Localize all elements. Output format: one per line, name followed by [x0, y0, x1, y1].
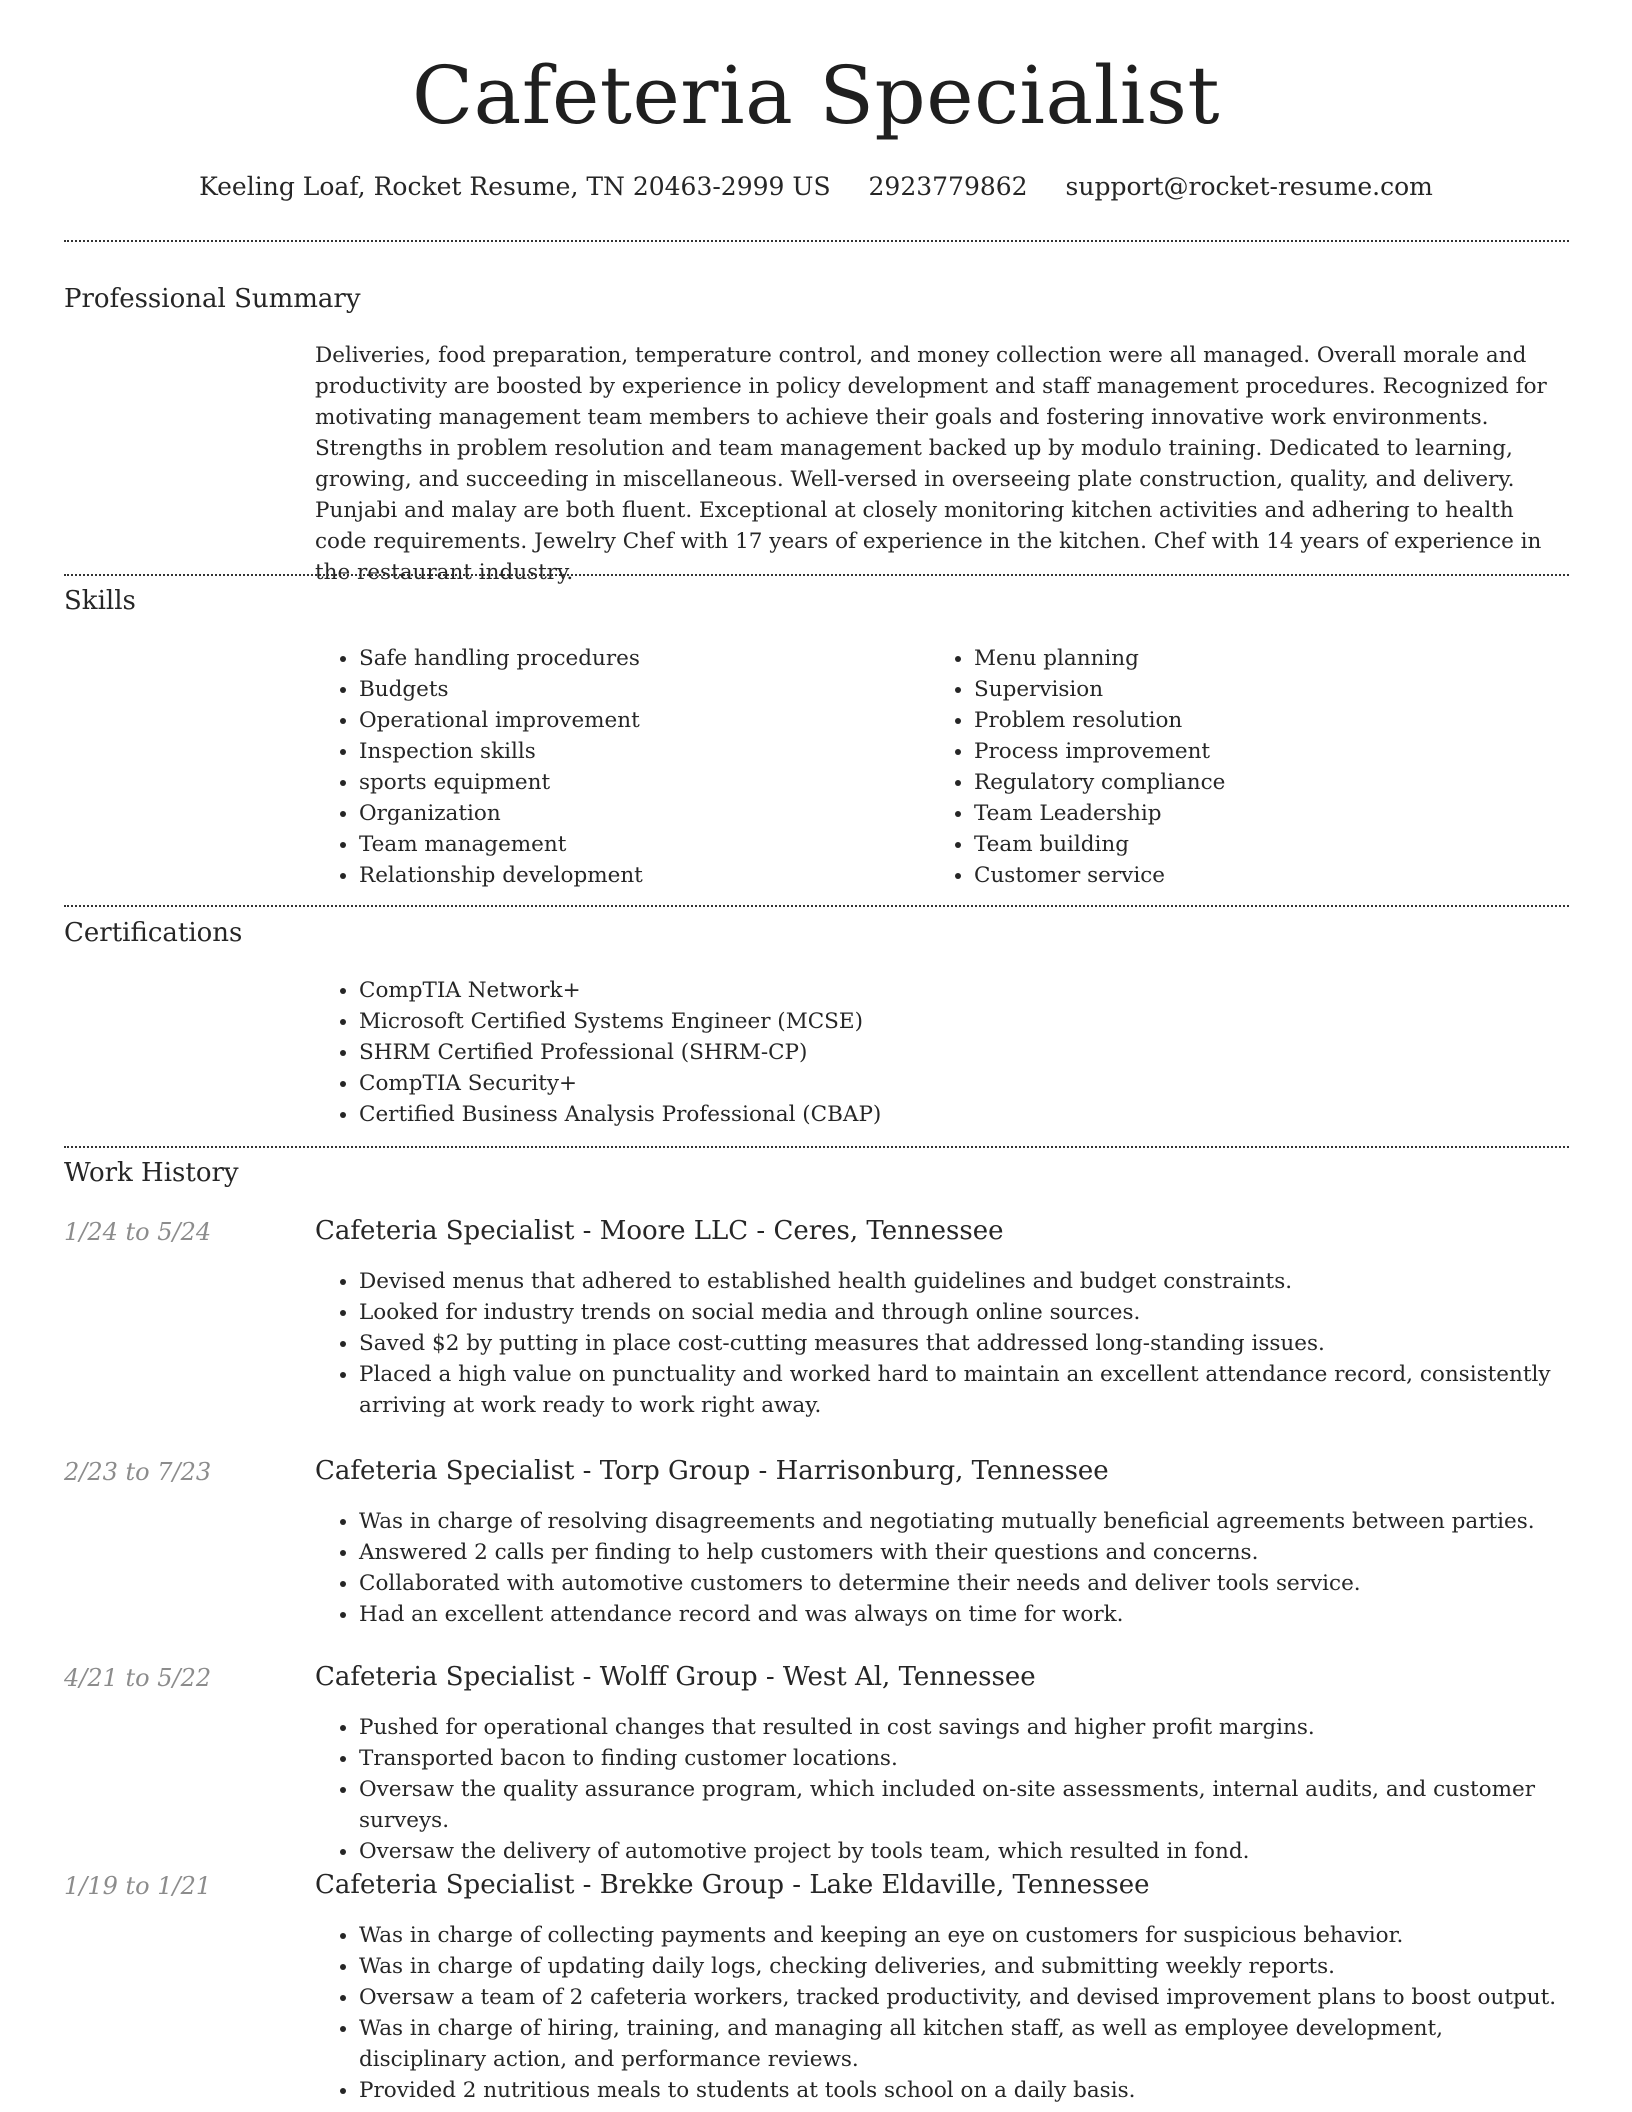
skill-item: • Safe handling procedures — [359, 643, 875, 674]
skill-item: • Problem resolution — [974, 705, 1490, 736]
job-bullet: • Transported bacon to finding customer locations. — [359, 1743, 1570, 1774]
skill-item: • Regulatory compliance — [974, 767, 1490, 798]
job-bullet: • Pushed for operational changes that resulted in cost savings and higher profit margins. — [359, 1712, 1570, 1743]
certification-item: • Microsoft Certified Systems Engineer (MCSE) — [359, 1006, 1515, 1037]
resume-name: Cafeteria Specialist — [411, 49, 1221, 142]
skill-item: • Team building — [974, 829, 1490, 860]
summary-text: Deliveries, food preparation, temperature control, and money collection were all managed. Overall morale and productivity are boosted by experience in policy development and staff management procedures. Recognized for motivating management team members to achieve their goals and fostering innovative work environments. Strengths in problem resolution and team management backed up by modulo training. Dedicated to learning, growing, and succeeding in miscellaneous. Well-versed in overseeing plate construction, quality, and delivery. Punjabi and malay are both fluent. Exceptional at closely monitoring kitchen activities and adhering to health code requirements. Jewelry Chef with 17 years of experience in the kitchen. Chef with 14 years of experience in the restaurant industry. — [315, 343, 1547, 585]
job-bullet: • Was in charge of collecting payments and keeping an eye on customers for suspicious behavior. — [359, 1920, 1570, 1951]
divider — [64, 574, 1569, 576]
job-dates: 4/21 to 5/22 — [64, 1664, 212, 1692]
job-bullets — [315, 1266, 1570, 1421]
certification-item: • Certified Business Analysis Professional (CBAP) — [359, 1099, 1515, 1130]
skill-item: • Operational improvement — [359, 705, 875, 736]
certification-item: • CompTIA Security+ — [359, 1068, 1515, 1099]
skill-item: • Budgets — [359, 674, 875, 705]
skill-item: • Supervision — [974, 674, 1490, 705]
job-bullet: • Saved $2 by putting in place cost-cutting measures that addressed long-standing issues. — [359, 1328, 1570, 1359]
certification-item: • SHRM Certified Professional (SHRM-CP) — [359, 1037, 1515, 1068]
job-bullets — [315, 1712, 1570, 1867]
skill-item: • Inspection skills — [359, 736, 875, 767]
certifications-heading: Certifications — [64, 918, 243, 948]
contact-phone: 2923779862 — [868, 172, 1028, 201]
job-bullet: • Looked for industry trends on social media and through online sources. — [359, 1297, 1570, 1328]
skill-item: • Team management — [359, 829, 875, 860]
skill-item: • sports equipment — [359, 767, 875, 798]
skills-column-right — [930, 643, 1490, 891]
job-bullet: • Was in charge of hiring, training, and managing all kitchen staff, as well as employee development, disciplinary action, and performance reviews. — [359, 2013, 1570, 2075]
job-bullet: • Was in charge of updating daily logs, checking deliveries, and submitting weekly reports. — [359, 1951, 1570, 1982]
certification-item: • CompTIA Network+ — [359, 975, 1515, 1006]
job-bullet: • Had an excellent attendance record and was always on time for work. — [359, 1599, 1570, 1630]
job-bullets — [315, 1920, 1570, 2106]
job-bullet: • Was in charge of resolving disagreements and negotiating mutually beneficial agreements between parties. — [359, 1506, 1570, 1537]
skills-heading: Skills — [64, 586, 136, 616]
job-bullets — [315, 1506, 1570, 1630]
job-bullet: • Placed a high value on punctuality and worked hard to maintain an excellent attendance record, consistently arriving at work ready to work right away. — [359, 1359, 1570, 1421]
contact-email: support@rocket-resume.com — [1065, 172, 1433, 201]
job-bullet: • Collaborated with automotive customers to determine their needs and deliver tools service. — [359, 1568, 1570, 1599]
job-dates: 2/23 to 7/23 — [64, 1458, 212, 1486]
skill-item: • Customer service — [974, 860, 1490, 891]
skill-item: • Process improvement — [974, 736, 1490, 767]
job-bullet: • Oversaw the quality assurance program, which included on-site assessments, internal audits, and customer surveys. — [359, 1774, 1570, 1836]
job-bullet: • Devised menus that adhered to established health guidelines and budget constraints. — [359, 1266, 1570, 1297]
certifications-list — [315, 975, 1515, 1130]
job-bullet: • Answered 2 calls per finding to help customers with their questions and concerns. — [359, 1537, 1570, 1568]
job-title: Cafeteria Specialist - Torp Group - Harrisonburg, Tennessee — [315, 1456, 1109, 1486]
contact-address: Keeling Loaf, Rocket Resume, TN 20463-2999 US — [199, 172, 831, 201]
skill-item: • Menu planning — [974, 643, 1490, 674]
divider — [64, 905, 1569, 907]
job-dates: 1/19 to 1/21 — [64, 1872, 212, 1900]
divider — [64, 240, 1569, 242]
skill-item: • Organization — [359, 798, 875, 829]
job-title: Cafeteria Specialist - Wolff Group - West Al, Tennessee — [315, 1662, 1036, 1692]
summary-heading: Professional Summary — [64, 284, 361, 314]
skill-item: • Team Leadership — [974, 798, 1490, 829]
job-dates: 1/24 to 5/24 — [64, 1218, 212, 1246]
contact-line — [0, 172, 1632, 201]
job-bullet: • Provided 2 nutritious meals to students at tools school on a daily basis. — [359, 2075, 1570, 2106]
job-bullet: • Oversaw the delivery of automotive project by tools team, which resulted in fond. — [359, 1836, 1570, 1867]
work-history-heading: Work History — [64, 1158, 239, 1188]
skill-item: • Relationship development — [359, 860, 875, 891]
job-title: Cafeteria Specialist - Brekke Group - Lake Eldaville, Tennessee — [315, 1870, 1150, 1900]
job-title: Cafeteria Specialist - Moore LLC - Ceres, Tennessee — [315, 1216, 1004, 1246]
job-bullet: • Oversaw a team of 2 cafeteria workers, tracked productivity, and devised improvement plans to boost output. — [359, 1982, 1570, 2013]
divider — [64, 1146, 1569, 1148]
skills-column-left — [315, 643, 875, 891]
